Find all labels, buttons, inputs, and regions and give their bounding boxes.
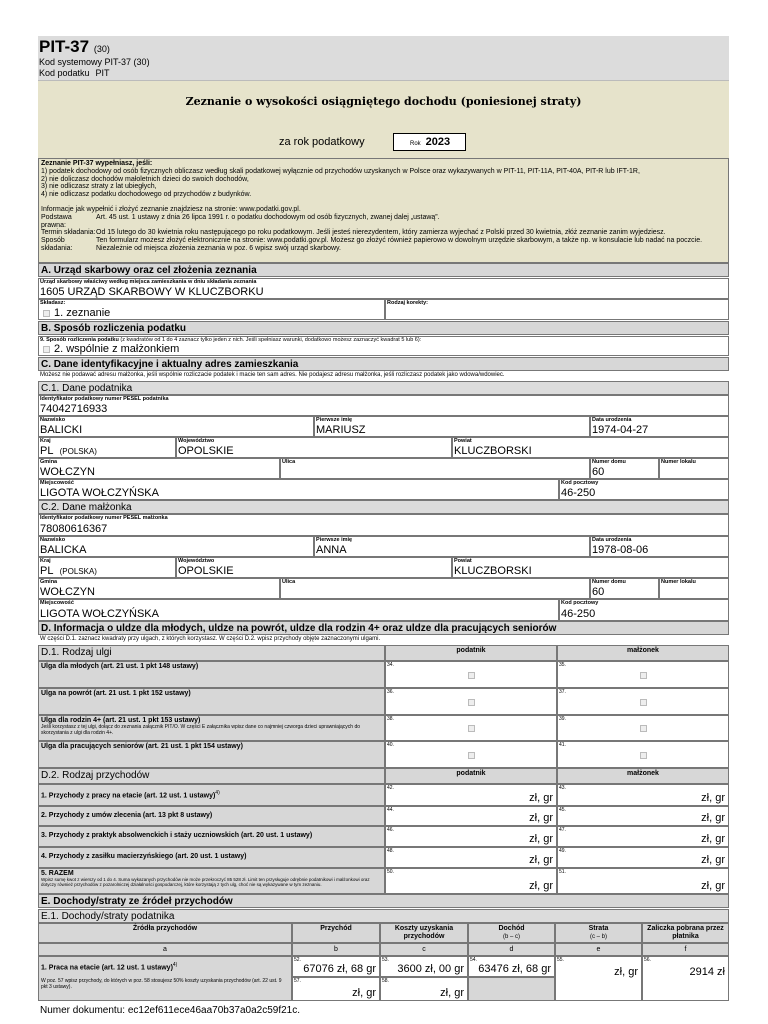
footnote-ref: 4) (172, 962, 178, 968)
advance-field[interactable] (642, 956, 729, 1001)
amount-value: zł, gr (701, 812, 725, 824)
info-heading: Zeznanie PIT-37 wypełniasz, jeśli: (41, 160, 153, 167)
section-c-title: C. Dane identyfikacyjne i aktualny adres zamieszkania (38, 357, 729, 371)
taxpayer-country-field[interactable]: Kraj PL (POLSKA) (38, 437, 176, 458)
column-letter: a (38, 943, 292, 956)
column-header (555, 923, 642, 943)
taxpayer-voivodeship-field[interactable]: Województwo OPOLSKIE (176, 437, 452, 458)
field-number: 46. (387, 827, 394, 833)
revenue-field[interactable] (292, 956, 380, 977)
system-code: Kod systemowy PIT-37 (30) (39, 57, 150, 67)
taxpayer-pesel-field[interactable]: Identyfikator podatkowy numer PESEL podatnika 74042716933 (38, 395, 729, 416)
amount-value: zł, gr (701, 792, 725, 804)
spouse-subtitle: C.2. Dane małżonka (38, 500, 729, 514)
income-title: 1. Przychody z pracy na etacie (art. 12 ust. 1 ustawy) (41, 792, 216, 800)
checkbox-icon[interactable] (640, 752, 647, 759)
spouse-county-field[interactable]: Powiat KLUCZBORSKI (452, 557, 729, 578)
costs-50-field[interactable] (380, 977, 468, 1001)
empty-cell (468, 977, 555, 1001)
form-code: PIT-37 (30) (39, 37, 110, 56)
column-title: Dochód (498, 925, 525, 932)
checkbox-icon[interactable] (468, 725, 475, 732)
taxpayer-locality-field[interactable]: Miejscowość LIGOTA WOŁCZYŃSKA (38, 479, 559, 500)
spouse-postal-code-field[interactable]: Kod pocztowy 46-250 (559, 599, 729, 621)
column-title: Źródła przychodów (132, 925, 198, 932)
column-subtitle: (b – c) (502, 934, 520, 940)
column-header (380, 923, 468, 943)
spouse-flat-no-field[interactable]: Numer lokalu (659, 578, 729, 599)
info-item: 1) podatek dochodowy od osób fizycznych obliczasz według skali podatkowej wyłącznie od przychodów uzyskanych w Polsce oraz wykazywanych w PIT-11, PIT-11A, PIT-40A, PIT-R lub IFT-1R, (41, 167, 640, 175)
relief-checkbox-cell[interactable] (557, 688, 729, 715)
column-title: Strata (588, 925, 609, 932)
income-title: 2. Przychody z umów zlecenia (art. 13 pkt 8 ustawy) (41, 812, 213, 819)
relief-title: Ulga dla młodych (art. 21 ust. 1 pkt 148 ustawy) (41, 663, 199, 670)
column-letter: c (380, 943, 468, 956)
amount-value: zł, gr (529, 854, 553, 866)
method-label: Sposób składania: (41, 237, 73, 252)
legal-basis-label: Podstawa prawna: (41, 213, 72, 229)
e1-title: E.1. Dochody/straty podatnika (38, 909, 729, 923)
section-d-title: D. Informacja o uldze dla młodych, uldze na powrót, uldze dla rodzin 4+ oraz uldze dla pracujących seniorów (38, 621, 729, 635)
relief-note: Jeśli korzystasz z tej ulgi, dołącz do zeznania załącznik PIT/O. W części E załącznika wpisz dane co najmniej czworga dzieci uprawniających do skorzystania z ulgi dla rodzin 4+. (41, 724, 361, 736)
income-amount-field[interactable] (557, 847, 729, 868)
amount-value: zł, gr (701, 880, 725, 892)
field-number: 50. (387, 869, 394, 875)
checkbox-icon[interactable] (43, 310, 50, 317)
income-amount-field[interactable] (385, 868, 557, 894)
income-label (38, 806, 385, 826)
col-spouse: małżonek (557, 645, 729, 661)
field-number: 47. (559, 827, 566, 833)
spouse-locality-field[interactable]: Miejscowość LIGOTA WOŁCZYŃSKA (38, 599, 559, 621)
col-taxpayer: podatnik (385, 645, 557, 661)
spouse-first-name-field[interactable]: Pierwsze imię ANNA (314, 536, 590, 557)
amount-value: zł, gr (529, 880, 553, 892)
relief-checkbox-cell[interactable] (557, 741, 729, 768)
income-label (38, 868, 385, 894)
costs-field[interactable] (380, 956, 468, 977)
loss-field[interactable] (555, 956, 642, 1001)
info-item: 2) nie doliczasz dochodów małoletnich dzieci do swoich dochodów, (41, 175, 249, 183)
column-letter: b (292, 943, 380, 956)
field-number: 39. (559, 716, 566, 722)
amount-value: zł, gr (440, 987, 464, 999)
relief-checkbox-cell[interactable] (557, 661, 729, 688)
income-amount-field[interactable] (557, 826, 729, 847)
field-number: 49. (559, 848, 566, 854)
taxpayer-county-field[interactable]: Powiat KLUCZBORSKI (452, 437, 729, 458)
d2-title: D.2. Rodzaj przychodów (38, 768, 385, 784)
spouse-municipality-field[interactable]: Gmina WOŁCZYN (38, 578, 280, 599)
revenue-50-field[interactable] (292, 977, 380, 1001)
income-amount-field[interactable] (557, 868, 729, 894)
field-number: 57. (294, 978, 301, 984)
relief-checkbox-cell[interactable] (385, 688, 557, 715)
section-c-note: Możesz nie podawać adresu małżonka, jeśli wspólnie rozliczacie podatek i macie ten sam adres. Nie podajesz adresu małżonka, jeśli rozliczasz podatek jako wdowa/wdowiec. (38, 372, 729, 381)
col-spouse: małżonek (557, 768, 729, 784)
spouse-surname-field[interactable]: Nazwisko BALICKA (38, 536, 314, 557)
income-amount-field[interactable] (557, 806, 729, 826)
field-number: 36. (387, 689, 394, 695)
relief-title: Ulga na powrót (art. 21 ust. 1 pkt 152 ustawy) (41, 690, 191, 697)
amount-value: 63476 zł, 68 gr (478, 963, 551, 975)
field-number: 58. (382, 978, 389, 984)
field-number: 43. (559, 785, 566, 791)
info-item: 3) nie odliczasz straty z lat ubiegłych, (41, 183, 157, 191)
column-title: Zaliczka pobrana przez płatnika (647, 925, 724, 940)
income-amount-field[interactable] (385, 826, 557, 847)
taxpayer-street-field[interactable]: Ulica (280, 458, 590, 479)
relief-checkbox-cell[interactable] (385, 741, 557, 768)
income-amount-field[interactable] (385, 806, 557, 826)
column-header (642, 923, 729, 943)
section-e-title: E. Dochody/straty ze źródeł przychodów (38, 894, 729, 908)
document-number: Numer dokumentu: ec12ef611ece46aa70b37a0a2c59f21c. (40, 1005, 301, 1016)
income-amount-field[interactable] (385, 847, 557, 868)
column-letter: f (642, 943, 729, 956)
column-header (292, 923, 380, 943)
income-label (38, 847, 385, 868)
field-number: 42. (387, 785, 394, 791)
column-header (468, 923, 555, 943)
amount-value: zł, gr (701, 833, 725, 845)
income-label (38, 826, 385, 847)
amount-value: zł, gr (529, 792, 553, 804)
form-code-band (38, 36, 729, 81)
field-number: 53. (382, 957, 389, 963)
checkbox-icon[interactable] (468, 672, 475, 679)
field-number: 54. (470, 957, 477, 963)
relief-label (38, 661, 385, 688)
deadline-label: Termin składania: (41, 229, 96, 237)
spouse-voivodeship-field[interactable]: Województwo OPOLSKIE (176, 557, 452, 578)
checkbox-icon[interactable] (468, 752, 475, 759)
relief-title: Ulga dla rodzin 4+ (art. 21 ust. 1 pkt 153 ustawy) (41, 717, 201, 724)
amount-value: zł, gr (614, 966, 638, 978)
field-number: 56. (644, 957, 651, 963)
tax-code: Kod podatku PIT (39, 68, 110, 78)
checkbox-icon[interactable] (640, 699, 647, 706)
deadline: Od 15 lutego do 30 kwietnia roku następującego po roku podatkowym. Jeśli jesteś nierezydentem, który zamierza wyjechać z Polski przed 30 kwietnia, złóż zeznanie zanim wyjedziesz. (96, 229, 666, 237)
income-amount-field[interactable] (385, 784, 557, 806)
field-number: 52. (294, 957, 301, 963)
field-number: 34. (387, 662, 394, 668)
field-number: 41. (559, 742, 566, 748)
taxpayer-postal-code-field[interactable]: Kod pocztowy 46-250 (559, 479, 729, 500)
form-header (38, 36, 729, 81)
amount-value: zł, gr (529, 812, 553, 824)
footnote-ref: 4) (215, 790, 220, 796)
section-b-title: B. Sposób rozliczenia podatku (38, 321, 729, 335)
tax-office-field[interactable]: Urząd skarbowy właściwy według miejsca zamieszkania w dniu składania zeznania 1605 URZĄD SKARBOWY W KLUCZBORKU (38, 278, 729, 299)
field-number: 37. (559, 689, 566, 695)
amount-value: 67076 zł, 68 gr (303, 963, 376, 975)
field-number: 44. (387, 807, 394, 813)
income-note: Wpisz sumę kwot z wierszy od 1 do 4. Suma wykazanych przychodów nie może przekroczyć 85 528 zł. Limit ten przysługuje odrębnie podatnikowi i małżonkowi oraz dotyczy również przychodów z pozarolniczej działalności gospodarczej, które korzystają z tych ulg, choć nie są wykazywane w tym zeznaniu. (41, 877, 370, 887)
row-note: W poz. 57 wpisz przychody, do których w poz. 58 stosujesz 50% koszty uzyskania przychodów (art. 22 ust. 9 pkt 3 ustawy). (41, 978, 282, 991)
spouse-pesel-field[interactable]: Identyfikator podatkowy numer PESEL małżonka 78080616367 (38, 514, 729, 536)
section-a-title: A. Urząd skarbowy oraz cel złożenia zeznania (38, 263, 729, 277)
filing-type-field[interactable]: Składasz: 1. zeznanie (38, 299, 385, 320)
taxpayer-subtitle: C.1. Dane podatnika (38, 381, 729, 395)
relief-checkbox-cell[interactable] (385, 715, 557, 741)
tax-year-field[interactable]: Rok 2023 (393, 133, 466, 151)
amount-value: zł, gr (529, 833, 553, 845)
relief-checkbox-cell[interactable] (385, 661, 557, 688)
taxpayer-first-name-field[interactable]: Pierwsze imię MARIUSZ (314, 416, 590, 437)
column-subtitle: (c – b) (589, 934, 607, 940)
relief-label (38, 688, 385, 715)
info-box (38, 158, 729, 263)
field-number: 45. (559, 807, 566, 813)
field-number: 38. (387, 716, 394, 722)
income-label (38, 784, 385, 806)
amount-value: zł, gr (701, 854, 725, 866)
checkbox-icon[interactable] (640, 725, 647, 732)
d1-title: D.1. Rodzaj ulgi (38, 645, 385, 661)
income-title: 4. Przychody z zasiłku macierzyńskiego (art. 20 ust. 1 ustawy) (41, 853, 247, 860)
checkbox-icon[interactable] (640, 672, 647, 679)
field-number: 35. (559, 662, 566, 668)
spouse-street-field[interactable]: Ulica (280, 578, 590, 599)
column-letter: e (555, 943, 642, 956)
amount-value: 3600 zł, 00 gr (397, 963, 464, 975)
column-letter: d (468, 943, 555, 956)
field-number: 40. (387, 742, 394, 748)
relief-title: Ulga dla pracujących seniorów (art. 21 ust. 1 pkt 154 ustawy) (41, 743, 243, 750)
column-title: Koszty uzyskania przychodów (394, 925, 454, 940)
legal-basis: Art. 45 ust. 1 ustawy z dnia 26 lipca 1991 r. o podatku dochodowym od osób fizycznych, zwanej dalej „ustawą”. (96, 213, 440, 221)
spouse-country-field[interactable]: Kraj PL (POLSKA) (38, 557, 176, 578)
relief-label (38, 715, 385, 741)
taxpayer-surname-field[interactable]: Nazwisko BALICKI (38, 416, 314, 437)
section-d-note: W części D.1. zaznacz kwadraty przy ulgach, z których korzystasz. W części D.2. wpisz przychody objęte zaznaczonymi ulgami. (38, 636, 729, 645)
field-number: 48. (387, 848, 394, 854)
column-title: Przychód (320, 925, 352, 932)
amount-value: zł, gr (352, 987, 376, 999)
spouse-house-no-field[interactable]: Numer domu 60 (590, 578, 659, 599)
field-number: 51. (559, 869, 566, 875)
col-taxpayer: podatnik (385, 768, 557, 784)
relief-label (38, 741, 385, 768)
form-title: Zeznanie o wysokości osiągniętego dochodu (poniesionej straty) (185, 95, 582, 108)
relief-checkbox-cell[interactable] (557, 715, 729, 741)
employment-row-label (38, 956, 292, 1001)
checkbox-icon[interactable] (43, 346, 50, 353)
tax-year-label: za rok podatkowy (279, 136, 365, 148)
taxpayer-municipality-field[interactable]: Gmina WOŁCZYN (38, 458, 280, 479)
info-item: 4) nie odliczasz podatku dochodowego od przychodów z budynków. (41, 191, 252, 199)
taxpayer-house-no-field[interactable]: Numer domu 60 (590, 458, 659, 479)
income-title: 5. RAZEM (41, 870, 74, 877)
method: Ten formularz możesz złożyć elektronicznie na stronie: www.podatki.gov.pl. Możesz go złożyć również papierowo w dowolnym urzędzie skarbowym, a także np. w konsulacie lub nadać na poczcie. Niezależnie od miejsca złożenia zeznania w poz. 6 wpisz swój urząd skarbowy. (96, 237, 703, 252)
taxpayer-birth-date-field[interactable]: Data urodzenia 1974-04-27 (590, 416, 729, 437)
checkbox-icon[interactable] (468, 699, 475, 706)
title-band (38, 81, 729, 160)
income-title: 3. Przychody z praktyk absolwenckich i staży uczniowskich (art. 20 ust. 1 ustawy) (41, 832, 313, 839)
column-header (38, 923, 292, 943)
info-instructions: Informacje jak wypełnić i złożyć zeznanie znajdziesz na stronie: www.podatki.gov.pl. (41, 205, 301, 213)
spouse-birth-date-field[interactable]: Data urodzenia 1978-08-06 (590, 536, 729, 557)
correction-type-field[interactable]: Rodzaj korekty: (385, 299, 729, 320)
income-amount-field[interactable] (557, 784, 729, 806)
row-title: 1. Praca na etacie (art. 12 ust. 1 ustawy) (41, 964, 173, 972)
settlement-method-field[interactable]: 9. Sposób rozliczenia podatku (z kwadratów od 1 do 4 zaznacz tylko jeden z nich. Jeśli spełniasz warunki, dodatkowo możesz zaznaczyć kwadrat 5 lub 6): 2. wspólnie z małżonkiem (38, 336, 729, 356)
field-number: 55. (557, 957, 564, 963)
amount-value: 2914 zł (689, 966, 725, 978)
taxpayer-flat-no-field[interactable]: Numer lokalu (659, 458, 729, 479)
income-field[interactable] (468, 956, 555, 977)
